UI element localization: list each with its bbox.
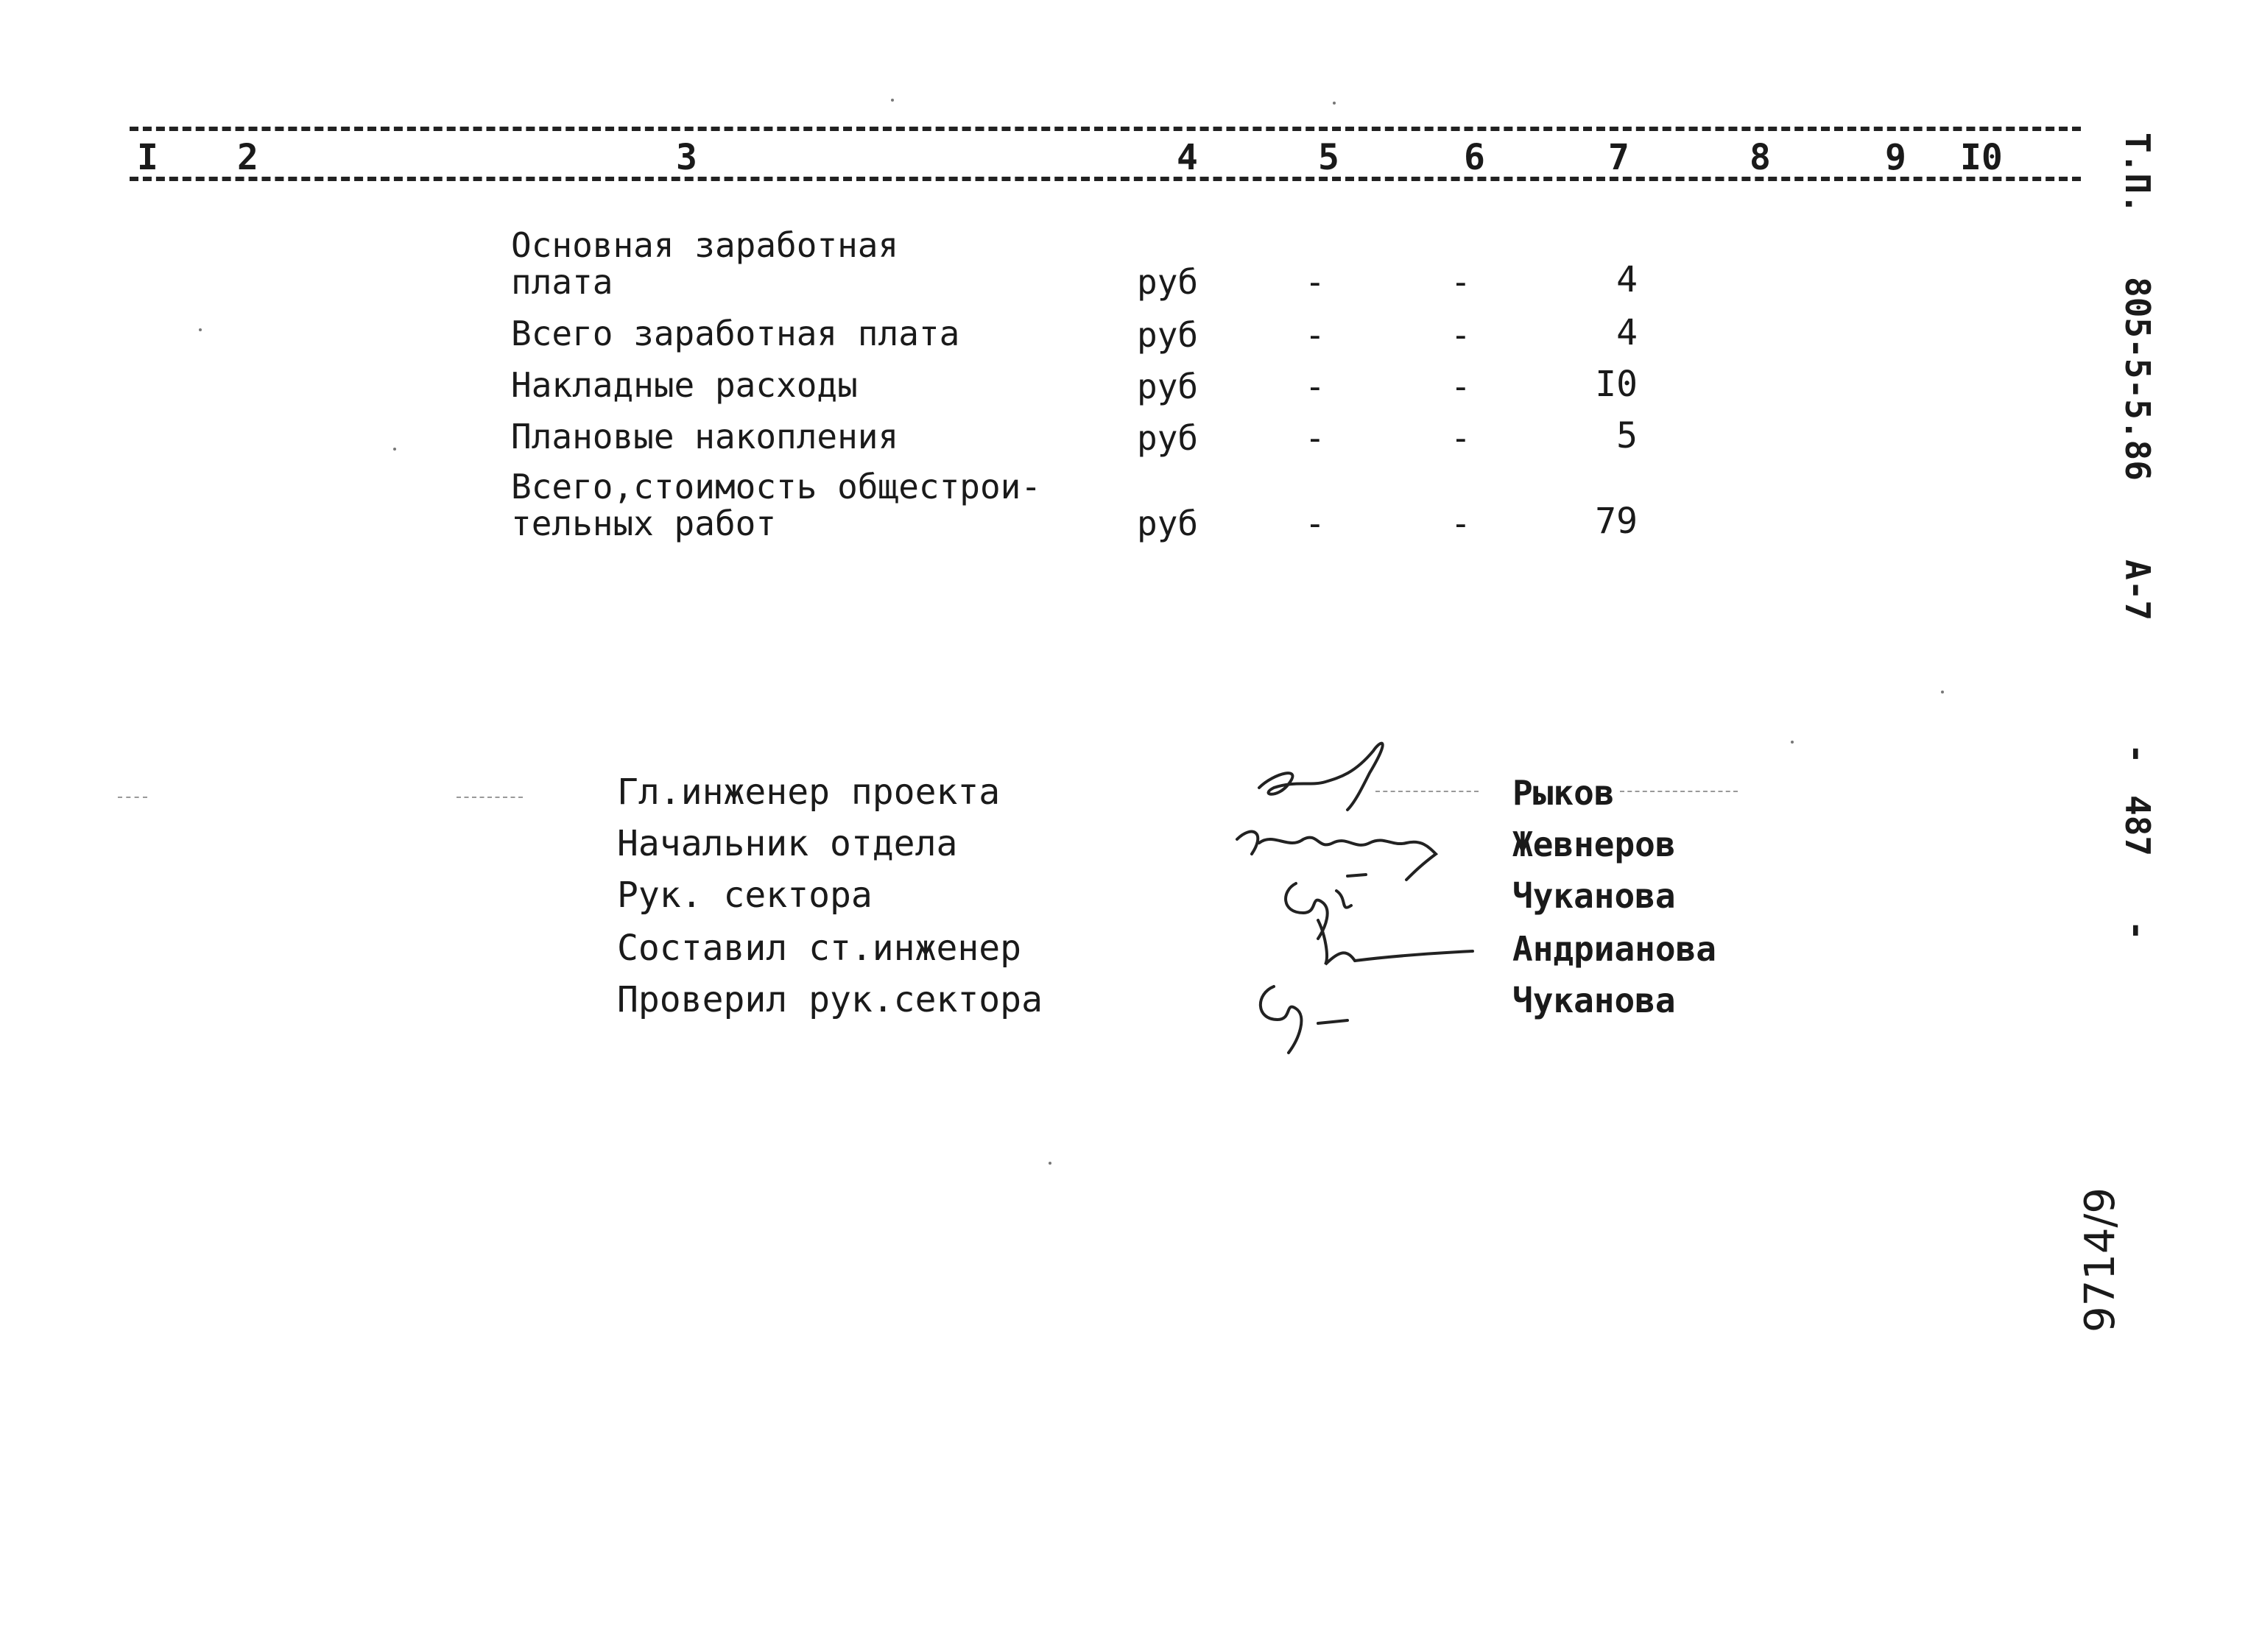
col-1: I bbox=[137, 137, 158, 178]
signer-name: Чуканова bbox=[1512, 981, 1676, 1020]
col-7: 7 bbox=[1608, 137, 1629, 178]
row-unit: руб bbox=[1137, 262, 1199, 302]
row-label: Плановые накопления bbox=[511, 417, 899, 456]
margin-dash-2: - bbox=[2118, 920, 2157, 941]
signature-andrianova bbox=[1296, 913, 1480, 979]
row-col6: - bbox=[1451, 262, 1471, 302]
col-10: I0 bbox=[1960, 137, 2003, 178]
dotted-leader bbox=[457, 797, 523, 798]
row-col7: 79 bbox=[1595, 501, 1638, 542]
row-unit: руб bbox=[1137, 315, 1199, 355]
row-unit: руб bbox=[1137, 504, 1199, 543]
row-col7: 5 bbox=[1616, 415, 1638, 456]
signature-rykov bbox=[1244, 729, 1414, 817]
scan-speck bbox=[199, 328, 202, 331]
margin-tp: Т.П. bbox=[2118, 133, 2157, 214]
row-unit: руб bbox=[1137, 418, 1199, 458]
margin-inventory-number: 9714/9 bbox=[2076, 1187, 2124, 1332]
scan-speck bbox=[1791, 741, 1794, 744]
dotted-leader bbox=[1620, 791, 1738, 792]
col-6: 6 bbox=[1464, 137, 1485, 178]
signer-name: Андрианова bbox=[1512, 929, 1716, 969]
row-col5: - bbox=[1305, 315, 1325, 355]
scan-speck bbox=[1941, 691, 1944, 693]
row-col7: I0 bbox=[1595, 364, 1638, 405]
margin-album: А-7 bbox=[2118, 560, 2157, 621]
margin-page-number: 487 bbox=[2118, 795, 2157, 857]
signer-name: Чуканова bbox=[1512, 876, 1676, 916]
scan-speck bbox=[1049, 1162, 1051, 1165]
margin-code: 805-5-5.86 bbox=[2118, 277, 2157, 481]
row-label: Основная заработная плата bbox=[511, 225, 899, 302]
signer-name: Жевнеров bbox=[1512, 825, 1676, 864]
row-unit: руб bbox=[1137, 367, 1199, 406]
signature-chukanova-2 bbox=[1244, 972, 1392, 1060]
row-col6: - bbox=[1451, 418, 1471, 458]
margin-dash-1: - bbox=[2118, 744, 2157, 764]
signer-title: Проверил рук.сектора bbox=[617, 979, 1043, 1020]
signer-title: Рук. сектора bbox=[617, 875, 873, 916]
dotted-leader bbox=[118, 797, 147, 798]
row-col5: - bbox=[1305, 367, 1325, 406]
signer-title: Составил ст.инженер bbox=[617, 928, 1022, 969]
signer-name: Рыков bbox=[1512, 773, 1615, 813]
col-9: 9 bbox=[1885, 137, 1906, 178]
row-col5: - bbox=[1305, 504, 1325, 543]
scan-speck bbox=[393, 448, 396, 451]
signer-title: Начальник отдела bbox=[617, 823, 958, 864]
col-3: 3 bbox=[676, 137, 697, 178]
header-bottom-rule bbox=[130, 177, 2081, 181]
col-4: 4 bbox=[1177, 137, 1198, 178]
row-col7: 4 bbox=[1616, 259, 1638, 300]
row-col7: 4 bbox=[1616, 312, 1638, 353]
row-col6: - bbox=[1451, 315, 1471, 355]
header-top-rule bbox=[130, 127, 2081, 131]
row-col6: - bbox=[1451, 367, 1471, 406]
signer-title: Гл.инженер проекта bbox=[617, 772, 1001, 813]
row-label: Всего,стоимость общестрои- тельных работ bbox=[511, 467, 1042, 543]
col-5: 5 bbox=[1318, 137, 1339, 178]
row-label: Накладные расходы bbox=[511, 365, 858, 405]
row-label: Всего заработная плата bbox=[511, 314, 960, 353]
row-col6: - bbox=[1451, 504, 1471, 543]
scan-speck bbox=[891, 99, 894, 102]
col-2: 2 bbox=[237, 137, 258, 178]
col-8: 8 bbox=[1750, 137, 1771, 178]
row-col5: - bbox=[1305, 262, 1325, 302]
scan-speck bbox=[1333, 102, 1336, 105]
row-col5: - bbox=[1305, 418, 1325, 458]
